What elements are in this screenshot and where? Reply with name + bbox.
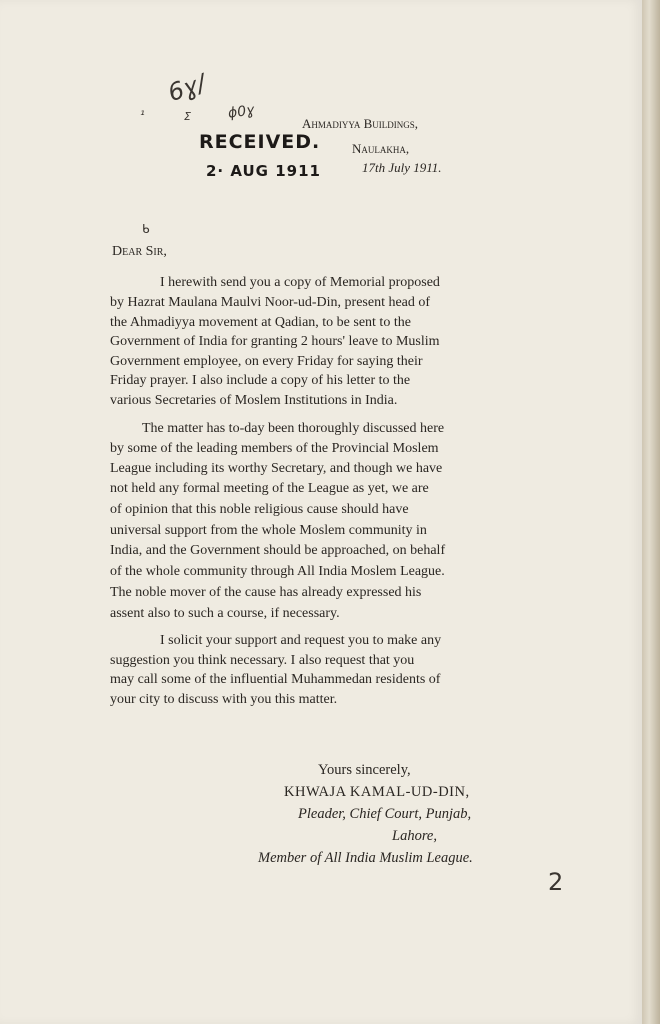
handwritten-number: 6ɣ/ (164, 68, 210, 108)
received-stamp: RECEIVED. (199, 131, 321, 153)
body-line: of the whole community through All India Moslem League. (110, 564, 445, 579)
closing-yours-sincerely: Yours sincerely, (318, 762, 411, 778)
received-date-stamp: 2· AUG 1911 (206, 162, 321, 180)
signatory-city: Lahore, (392, 828, 437, 844)
salutation: Dear Sir, (112, 244, 167, 259)
body-line: Government of India for granting 2 hours' leave to Muslim (110, 334, 440, 349)
body-line: I solicit your support and request you to make any (160, 633, 442, 648)
body-line: Government employee, on every Friday for saying their (110, 354, 423, 369)
body-line: Friday prayer. I also include a copy of his letter to the (110, 373, 411, 388)
body-line: by Hazrat Maulana Maulvi Noor-ud-Din, present head of (110, 295, 431, 310)
handwritten-code: ɸ0ɣ (227, 102, 256, 122)
body-line: by some of the leading members of the Provincial Moslem (110, 441, 439, 456)
body-line: I herewith send you a copy of Memorial proposed (160, 275, 440, 290)
signatory-title-member: Member of All India Muslim League. (258, 850, 473, 866)
body-line: the Ahmadiyya movement at Qadian, to be sent to the (110, 315, 411, 330)
margin-mark: ¹ (140, 108, 145, 122)
page-number: 2 (548, 868, 564, 896)
body-line: your city to discuss with you this matter. (110, 692, 338, 707)
body-line: The matter has to-day been thoroughly discussed here (142, 421, 445, 436)
signatory-name: KHWAJA KAMAL-UD-DIN, (284, 784, 470, 800)
body-line: The noble mover of the cause has already expressed his (110, 585, 422, 600)
small-tick-mark: ᑲ (142, 222, 150, 236)
signatory-title-pleader: Pleader, Chief Court, Punjab, (298, 806, 472, 822)
body-line: of opinion that this noble religious cause should have (110, 502, 409, 517)
handwritten-mark: Σ (184, 110, 191, 123)
letterhead-address-line1: Ahmadiyya Buildings, (302, 116, 419, 131)
page-edge (642, 0, 660, 1024)
body-line: League including its worthy Secretary, and though we have (110, 461, 443, 476)
body-line: not held any formal meeting of the League as yet, we are (110, 481, 429, 496)
body-line: assent also to such a course, if necessary. (110, 606, 340, 621)
letterhead-address-line2: Naulakha, (352, 141, 410, 156)
body-line: various Secretaries of Moslem Institutions in India. (110, 393, 398, 408)
body-line: may call some of the influential Muhammedan residents of (110, 672, 441, 687)
body-line: universal support from the whole Moslem community in (110, 523, 427, 538)
body-line: India, and the Government should be approached, on behalf (110, 543, 446, 558)
letter-date: 17th July 1911. (362, 160, 442, 175)
body-line: suggestion you think necessary. I also request that you (110, 653, 415, 668)
